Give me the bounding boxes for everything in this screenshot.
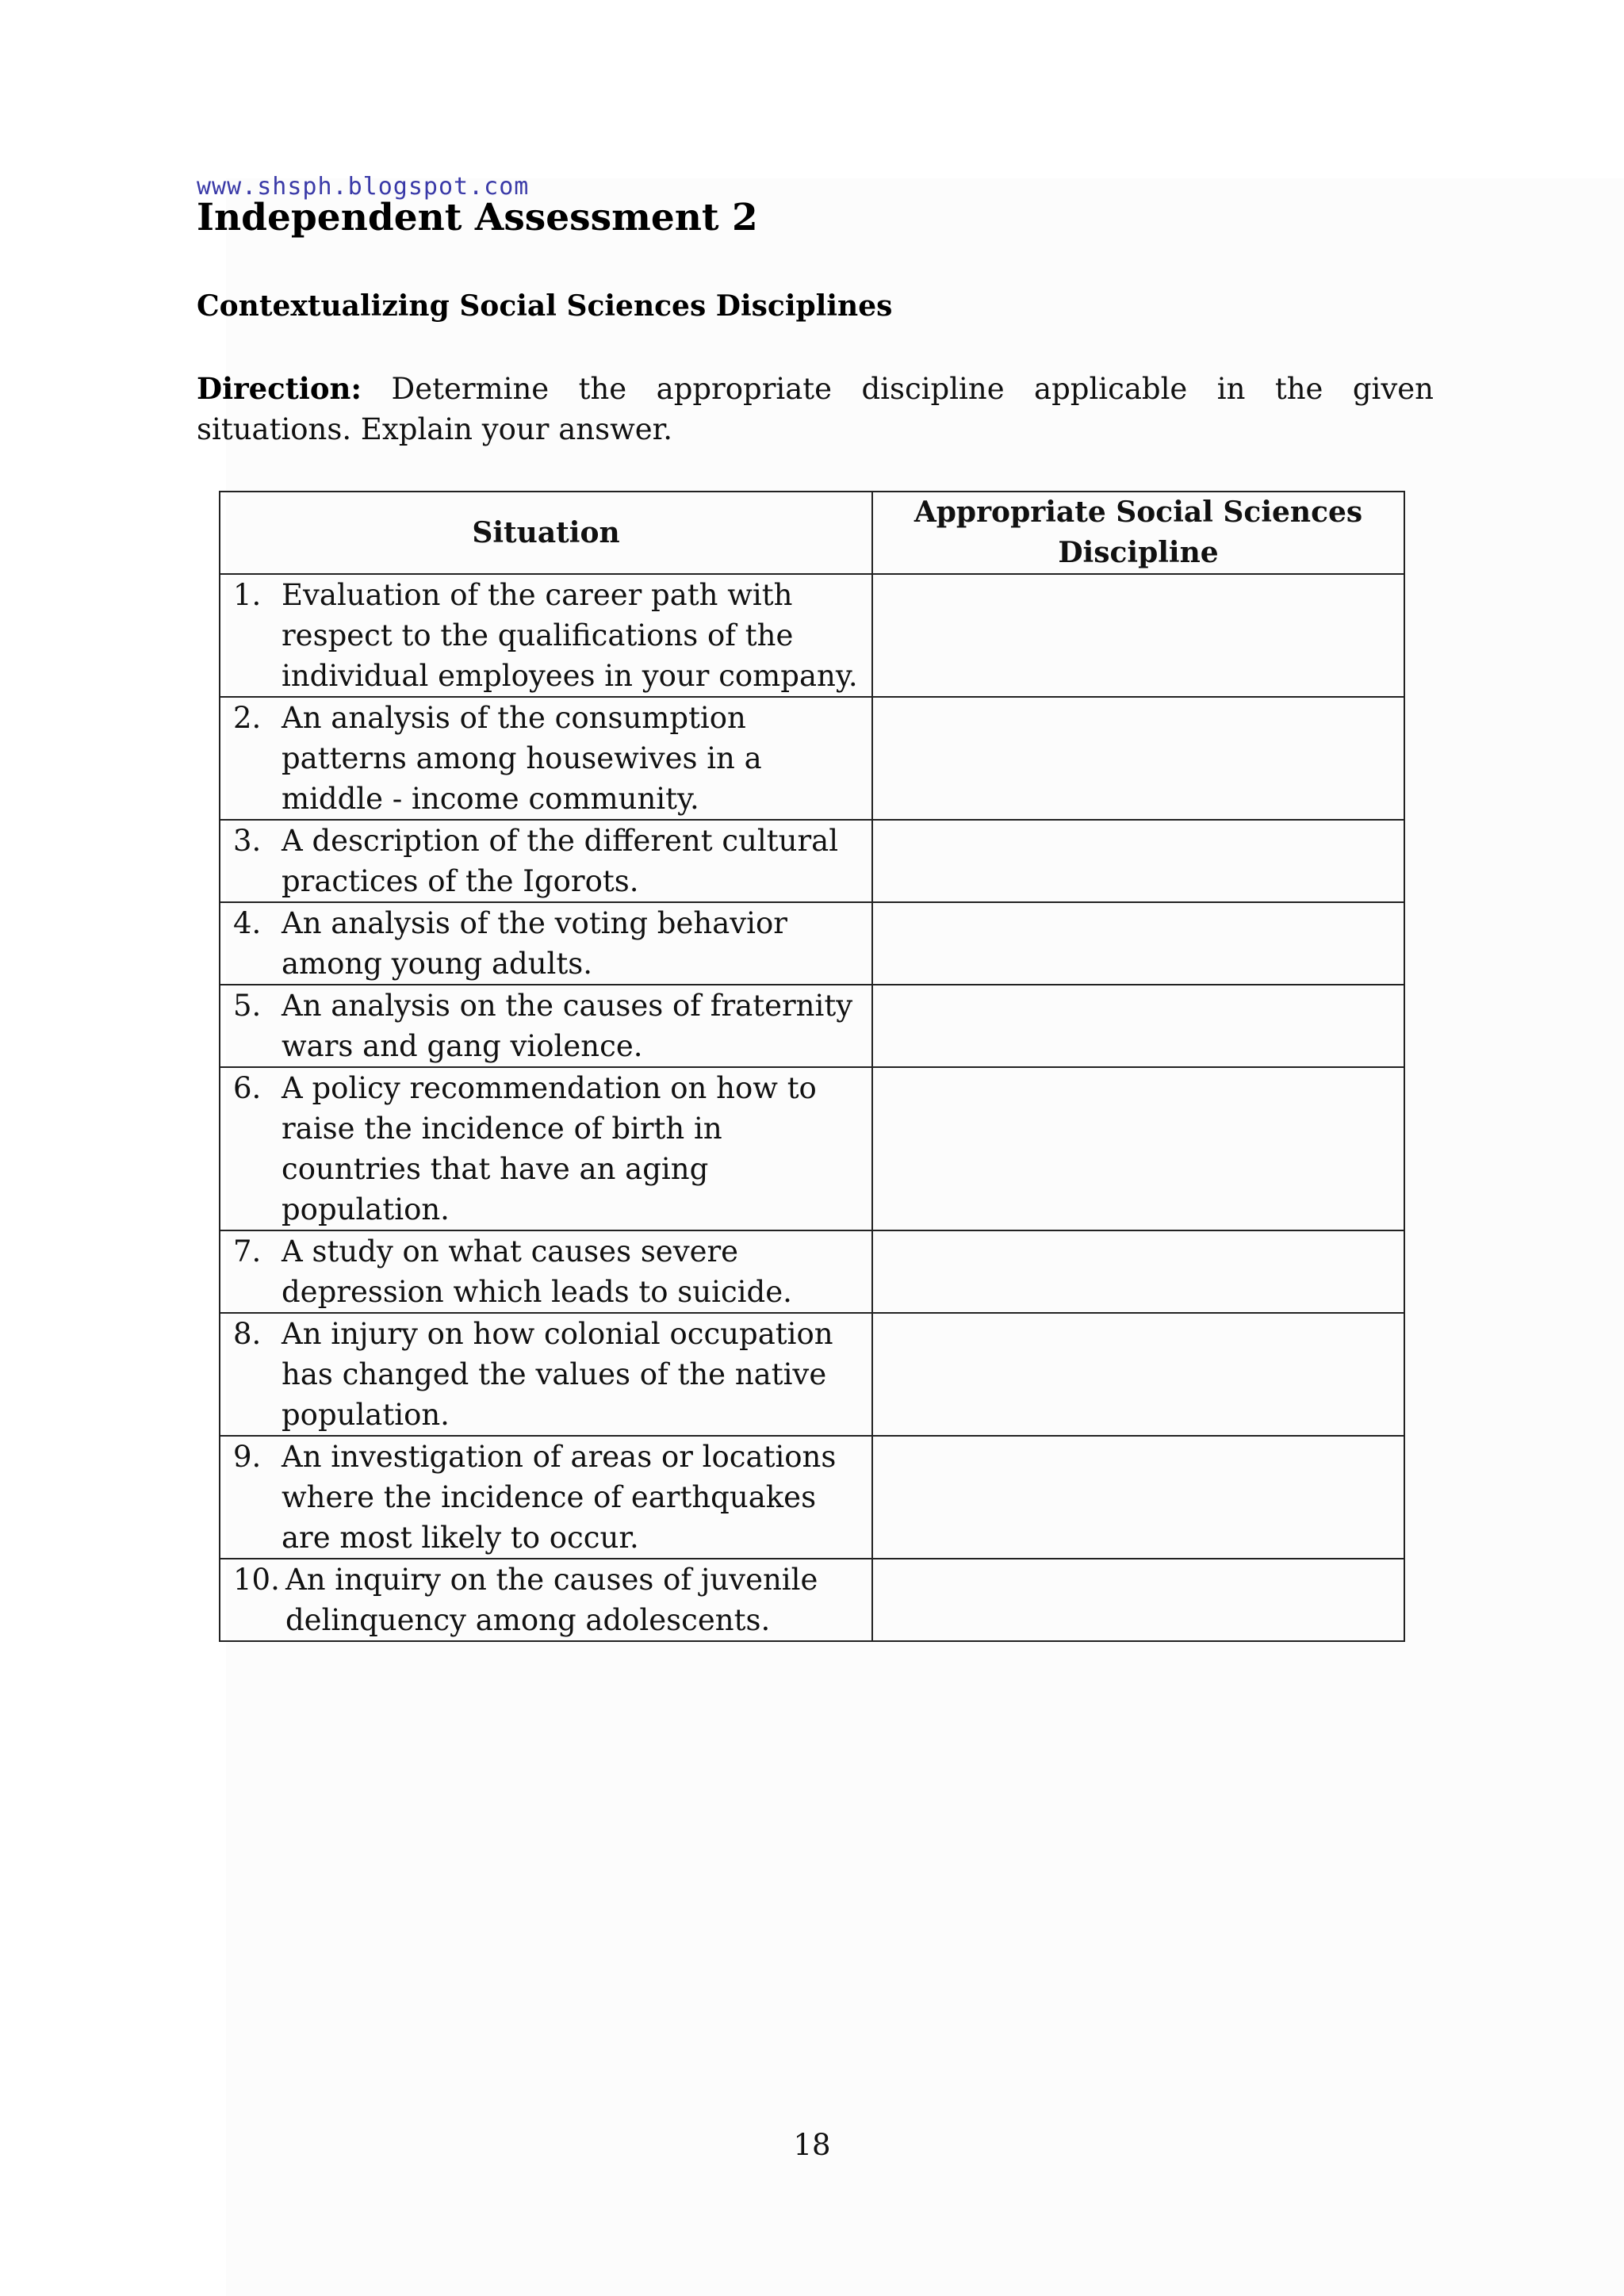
item-number: 8. bbox=[233, 1317, 262, 1351]
situation-text: An inquiry on the causes of juvenile delinquency among adolescents. bbox=[285, 1563, 818, 1637]
answer-cell[interactable] bbox=[872, 1313, 1404, 1436]
table-row bbox=[220, 1436, 1404, 1559]
direction-paragraph bbox=[197, 369, 1434, 450]
header-discipline-label: Appropriate Social Sciences Discipline bbox=[914, 496, 1363, 569]
situation-text: A study on what causes severe depression which leads to suicide. bbox=[282, 1234, 792, 1309]
item-number: 6. bbox=[233, 1071, 262, 1105]
table-row bbox=[220, 1313, 1404, 1436]
answer-cell[interactable] bbox=[872, 1230, 1404, 1313]
situation-cell bbox=[220, 985, 872, 1067]
situation-cell bbox=[220, 1559, 872, 1641]
situation-text: A policy recommendation on how to raise the incidence of birth in countries that have an aging population. bbox=[282, 1071, 817, 1226]
situation-cell bbox=[220, 1230, 872, 1313]
item-number: 4. bbox=[233, 906, 262, 940]
item-number: 2. bbox=[233, 701, 262, 735]
item-number: 5. bbox=[233, 989, 262, 1023]
item-number: 7. bbox=[233, 1234, 262, 1269]
situation-cell bbox=[220, 820, 872, 902]
answer-cell[interactable] bbox=[872, 902, 1404, 985]
table-row bbox=[220, 1067, 1404, 1230]
item-number: 1. bbox=[233, 578, 262, 612]
item-number: 9. bbox=[233, 1440, 262, 1474]
answer-cell[interactable] bbox=[872, 1559, 1404, 1641]
situation-text: Evaluation of the career path with respect to the qualifications of the individual employees in your company. bbox=[282, 578, 858, 693]
section-subtitle: Contextualizing Social Sciences Disciplines bbox=[197, 289, 893, 323]
situation-text: An analysis of the consumption patterns among housewives in a middle - income community. bbox=[282, 701, 762, 816]
situation-text: An analysis of the voting behavior among young adults. bbox=[282, 906, 787, 981]
watermark-url: www.shsph.blogspot.com bbox=[197, 173, 530, 201]
answer-cell[interactable] bbox=[872, 1067, 1404, 1230]
situation-cell bbox=[220, 574, 872, 697]
table-row bbox=[220, 820, 1404, 902]
direction-label: Direction: bbox=[197, 371, 362, 406]
situation-cell bbox=[220, 1436, 872, 1559]
situation-text: An analysis on the causes of fraternity wars and gang violence. bbox=[282, 989, 853, 1063]
answer-cell[interactable] bbox=[872, 1436, 1404, 1559]
table-row bbox=[220, 697, 1404, 820]
situation-text: A description of the different cultural practices of the Igorots. bbox=[282, 824, 839, 898]
answer-cell[interactable] bbox=[872, 574, 1404, 697]
answer-cell[interactable] bbox=[872, 820, 1404, 902]
table-row bbox=[220, 985, 1404, 1067]
header-discipline bbox=[872, 492, 1404, 574]
item-number: 10. bbox=[233, 1563, 280, 1597]
table-row bbox=[220, 1230, 1404, 1313]
page-number: 18 bbox=[793, 2128, 831, 2162]
situation-text: An injury on how colonial occupation has changed the values of the native population. bbox=[282, 1317, 833, 1432]
table-row bbox=[220, 902, 1404, 985]
situation-cell bbox=[220, 1067, 872, 1230]
situation-text: An investigation of areas or locations where the incidence of earthquakes are most likely to occur. bbox=[282, 1440, 837, 1555]
answer-cell[interactable] bbox=[872, 985, 1404, 1067]
table-row bbox=[220, 1559, 1404, 1641]
direction-text: Determine the appropriate discipline applicable in the given situations. Explain your answer. bbox=[197, 372, 1434, 446]
worksheet-table bbox=[219, 491, 1405, 1642]
header-situation: Situation bbox=[220, 492, 872, 574]
item-number: 3. bbox=[233, 824, 262, 858]
table-header-row bbox=[220, 492, 1404, 574]
situation-cell bbox=[220, 902, 872, 985]
situation-cell bbox=[220, 697, 872, 820]
answer-cell[interactable] bbox=[872, 697, 1404, 820]
page-title: Independent Assessment 2 bbox=[197, 196, 758, 239]
table-row bbox=[220, 574, 1404, 697]
situation-cell bbox=[220, 1313, 872, 1436]
